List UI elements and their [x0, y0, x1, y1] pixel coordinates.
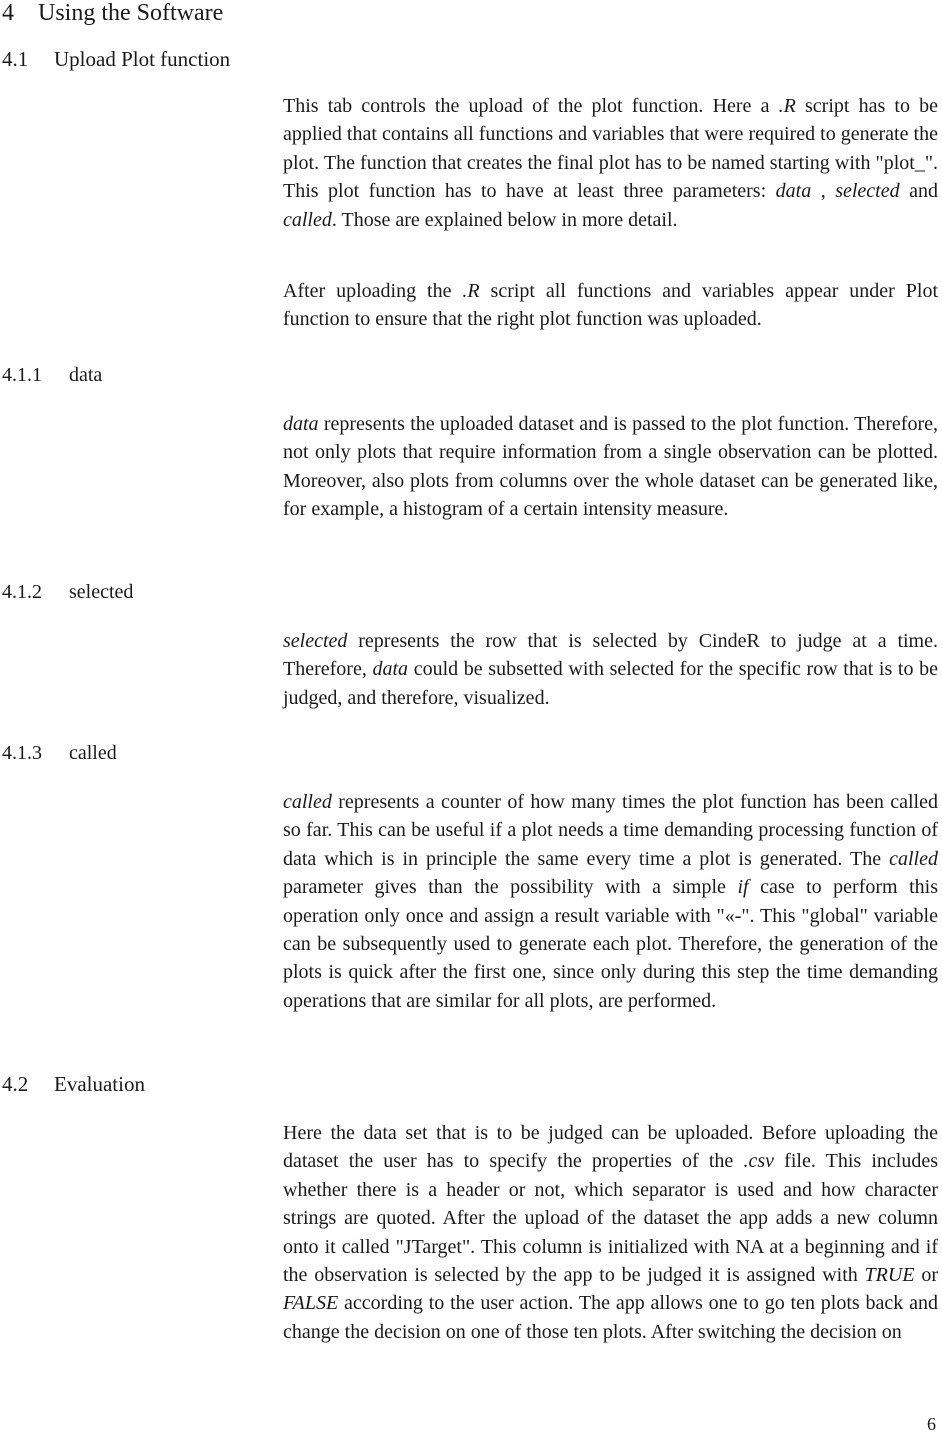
subsection-heading-evaluation — [2, 1072, 145, 1097]
subsection-heading-upload — [2, 47, 230, 72]
upload-paragraph-2: After uploading the .R script all functions and variables appear under Plot function to ensure that the right plot function was uploaded. — [283, 280, 938, 331]
subsection-number: 4.2 — [2, 1072, 29, 1096]
subsubsection-heading-data — [2, 364, 102, 387]
selected-paragraph: selected represents the row that is selected by CindeR to judge at a time. Therefore, data could be subsetted with selected for the specific row that is to be judged, and therefore, visualized. — [283, 630, 939, 709]
subsubsection-number: 4.1.1 — [2, 364, 42, 386]
subsubsection-number: 4.1.3 — [2, 742, 42, 764]
subsection-number: 4.1 — [2, 47, 29, 71]
page-number: 6 — [927, 1414, 936, 1434]
evaluation-paragraph: Here the data set that is to be judged can be uploaded. Before uploading the dataset the user has to specify the properties of the .csv file. This includes whether there is a header or not, which separator is used and how character strings are quoted. After the upload of the dataset the app adds a new column onto it called "JTarget". This column is initialized with NA at a beginning and if the observation is selected by the app to be judged it is assigned with TRUE or FALSE according to the user action. The app allows one to go ten plots back and change the decision on one of those ten plots. After switching the decision on — [283, 1122, 939, 1343]
called-paragraph: called represents a counter of how many times the plot function has been called so far. This can be useful if a plot needs a time demanding processing function of data which is in principle the same every time a plot is generated. The called parameter gives than the possibility with a simple if case to perform this operation only once and assign a result variable with "«-". This "global" variable can be subsequently used to generate each plot. Therefore, the generation of the plots is quick after the first one, since only during this step the time demanding operations that are similar for all plots, are performed. — [283, 791, 939, 1012]
section-title: Using the Software — [38, 0, 224, 26]
subsubsection-heading-called — [2, 742, 117, 765]
subsubsection-title: data — [69, 364, 103, 386]
subsubsection-heading-selected — [2, 581, 133, 604]
subsection-title: Evaluation — [54, 1072, 145, 1096]
subsection-title: Upload Plot function — [54, 47, 231, 71]
subsubsection-title: selected — [69, 581, 134, 603]
subsubsection-title: called — [69, 742, 117, 764]
upload-paragraph-1: This tab controls the upload of the plot function. Here a .R script has to be applied that contains all functions and variables that were required to generate the plot. The function that creates the final plot has to be named starting with "plot_". This plot function has to have at least three parameters: data , selected and called. Those are explained below in more detail. — [283, 95, 939, 231]
subsubsection-number: 4.1.2 — [2, 581, 42, 603]
section-number: 4 — [2, 0, 14, 26]
section-heading — [2, 0, 223, 27]
data-paragraph: data represents the uploaded dataset and is passed to the plot function. Therefore, not only plots that require information from a single observation can be plotted. Moreover, also plots from columns over the whole dataset can be generated like, for example, a histogram of a certain intensity measure. — [283, 413, 938, 521]
